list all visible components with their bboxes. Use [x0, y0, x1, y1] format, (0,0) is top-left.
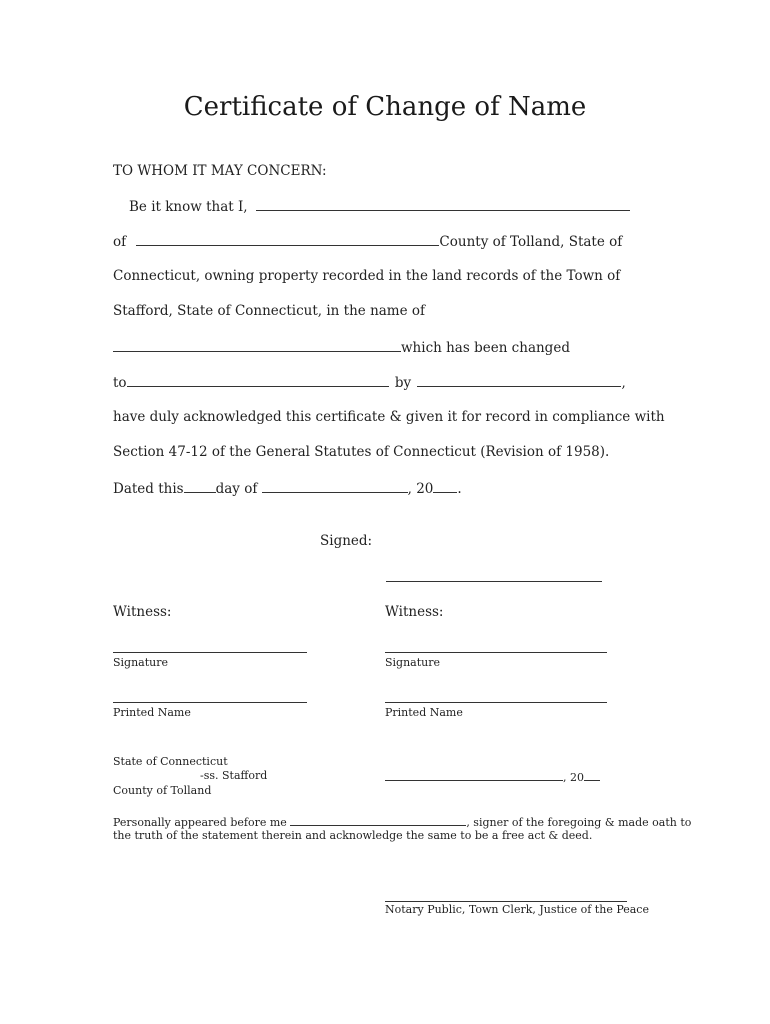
property-line: Connecticut, owning property recorded in the land records of the Town of [113, 268, 621, 284]
notary-date-line [385, 769, 600, 785]
witness-left-signature-caption: Signature [113, 656, 169, 669]
new-name-line [113, 373, 626, 392]
notary-year-field[interactable] [584, 769, 600, 781]
venue-state: State of Connecticut [113, 755, 228, 768]
personally-appeared-text: Personally appeared before me [113, 816, 287, 829]
residence-field[interactable] [136, 232, 439, 246]
compliance-line: have duly acknowledged this certificate & given it for record in compliance with [113, 409, 665, 425]
dated-line [113, 479, 462, 498]
notary-signature-line[interactable] [385, 901, 627, 902]
witness-right-name-line[interactable] [385, 702, 607, 703]
witness-left-name-caption: Printed Name [113, 706, 191, 719]
period-text: . [457, 481, 462, 497]
year-field[interactable] [433, 479, 457, 493]
changed-text: which has been changed [401, 340, 570, 356]
notary-year-text: , 20 [563, 771, 584, 784]
former-name-line [113, 338, 570, 357]
comma-text: , [621, 375, 626, 391]
statute-line: Section 47-12 of the General Statutes of Connecticut (Revision of 1958). [113, 444, 610, 460]
page-title: Certificate of Change of Name [183, 92, 587, 122]
salutation: TO WHOM IT MAY CONCERN: [113, 163, 327, 179]
notary-caption: Notary Public, Town Clerk, Justice of the Peace [385, 903, 649, 916]
declarant-name-field[interactable] [256, 197, 630, 211]
oath-text: , signer of the foregoing & made oath to [466, 816, 692, 829]
former-name-field[interactable] [113, 338, 401, 352]
personally-appeared-line [113, 814, 691, 830]
declaration-text: Be it know that I, [129, 199, 248, 215]
venue-ss: -ss. Stafford [200, 769, 268, 782]
witness-right-label: Witness: [385, 604, 444, 620]
day-field[interactable] [184, 479, 216, 493]
county-text: County of Tolland, State of [439, 234, 623, 250]
town-line: Stafford, State of Connecticut, in the name of [113, 303, 426, 319]
witness-right-signature-line[interactable] [385, 652, 607, 653]
by-field[interactable] [417, 373, 621, 387]
month-field[interactable] [262, 479, 408, 493]
truth-statement-line: the truth of the statement therein and acknowledge the same to be a free act & deed. [113, 829, 593, 842]
witness-left-label: Witness: [113, 604, 172, 620]
witness-right-name-caption: Printed Name [385, 706, 463, 719]
to-text: to [113, 375, 127, 391]
of-text: of [113, 234, 127, 250]
residence-line [113, 232, 622, 251]
by-text: by [394, 375, 412, 391]
venue-county: County of Tolland [113, 784, 212, 797]
day-of-text: day of [215, 481, 258, 497]
new-name-field[interactable] [127, 373, 389, 387]
declarant-signature-line[interactable] [386, 581, 602, 582]
witness-right-signature-caption: Signature [385, 656, 441, 669]
year-prefix-text: , 20 [407, 481, 434, 497]
signed-label: Signed: [320, 533, 373, 549]
witness-left-name-line[interactable] [113, 702, 307, 703]
witness-left-signature-line[interactable] [113, 652, 307, 653]
signer-name-field[interactable] [290, 814, 466, 826]
dated-text: Dated this [113, 481, 184, 497]
declaration-line [129, 197, 630, 216]
notary-date-field[interactable] [385, 769, 563, 781]
